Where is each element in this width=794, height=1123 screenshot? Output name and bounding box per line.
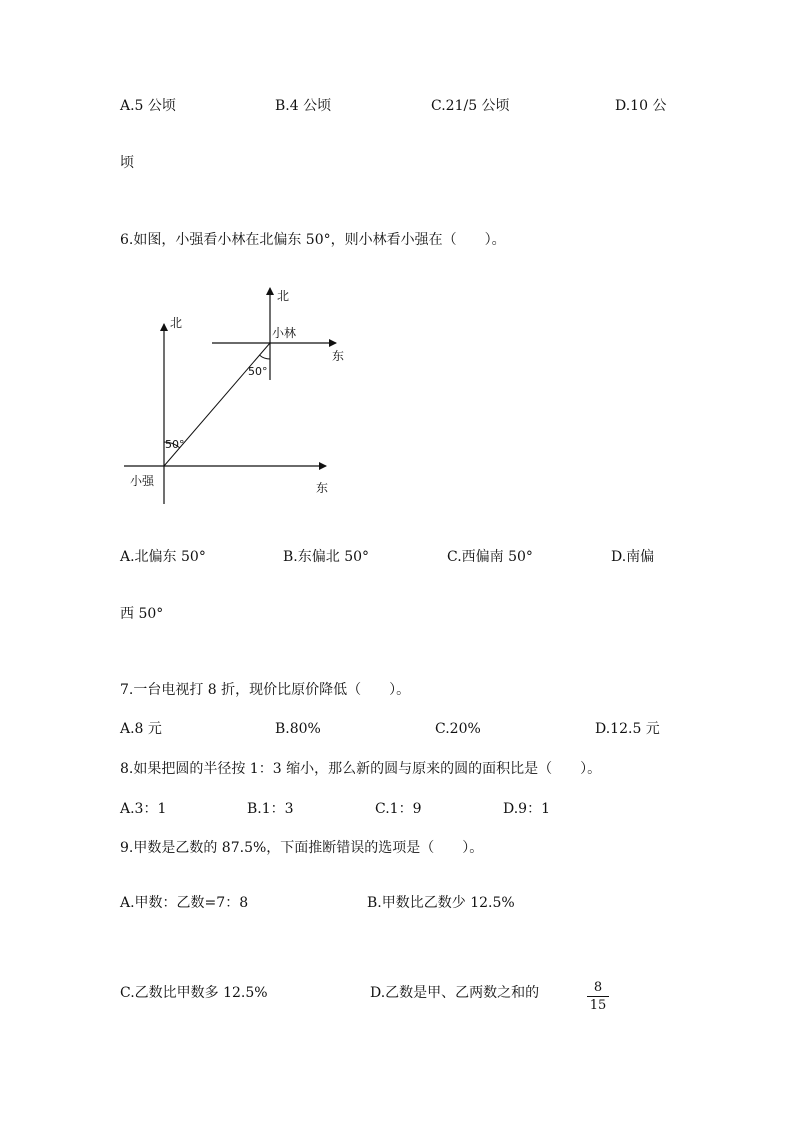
north-label-a: 北 [170, 316, 183, 330]
q8-question: 8.如果把圆的半径按 1：3 缩小，那么新的圆与原来的圆的面积比是（ ）。 [120, 761, 602, 777]
q9-option-b: B.甲数比乙数少 12.5% [367, 895, 515, 911]
q6-option-c: C.西偏南 50° [447, 549, 533, 565]
point-a-label: 小强 [130, 474, 155, 488]
q5-option-d: D.10 公 [615, 98, 667, 114]
q8-option-d: D.9：1 [503, 801, 550, 817]
q8-option-b: B.1：3 [247, 801, 294, 817]
fraction-bar [587, 996, 609, 997]
q6-question: 6.如图，小强看小林在北偏东 50°，则小林看小强在（ ）。 [120, 232, 506, 248]
point-b-label: 小林 [272, 326, 297, 340]
q7-option-b: B.80% [275, 721, 321, 737]
q7-question: 7.一台电视打 8 折，现价比原价降低（ ）。 [120, 682, 411, 698]
q5-option-a: A.5 公顷 [120, 98, 176, 114]
angle-label-a: 50° [165, 438, 185, 451]
q5-option-d-wrap: 顷 [120, 155, 134, 171]
fraction-numerator: 8 [593, 980, 603, 995]
angle-arc-b [260, 355, 271, 359]
q7-option-d: D.12.5 元 [595, 721, 660, 737]
q8-option-c: C.1：9 [375, 801, 422, 817]
q7-option-a: A.8 元 [120, 721, 162, 737]
q9-fraction [587, 981, 609, 1012]
east-label-a: 东 [316, 481, 329, 495]
q6-option-d: D.南偏 [611, 549, 655, 565]
q9-option-a: A.甲数：乙数=7：8 [120, 895, 249, 911]
q5-option-c: C.21/5 公顷 [431, 98, 510, 114]
east-label-b: 东 [332, 349, 345, 363]
q8-option-a: A.3：1 [120, 801, 167, 817]
q6-option-b: B.东偏北 50° [283, 549, 370, 565]
direction-diagram [120, 282, 360, 507]
q7-option-c: C.20% [435, 721, 481, 737]
q9-option-d: D.乙数是甲、乙两数之和的 [370, 985, 540, 1001]
q6-option-a: A.北偏东 50° [120, 549, 206, 565]
fraction-denominator: 15 [589, 998, 607, 1013]
q5-option-b: B.4 公顷 [275, 98, 332, 114]
q9-question: 9.甲数是乙数的 87.5%，下面推断错误的选项是（ ）。 [120, 840, 484, 856]
q6-option-d-wrap: 西 50° [120, 606, 164, 622]
north-label-b: 北 [277, 289, 290, 303]
q9-option-c: C.乙数比甲数多 12.5% [120, 985, 268, 1001]
angle-label-b: 50° [248, 365, 268, 378]
